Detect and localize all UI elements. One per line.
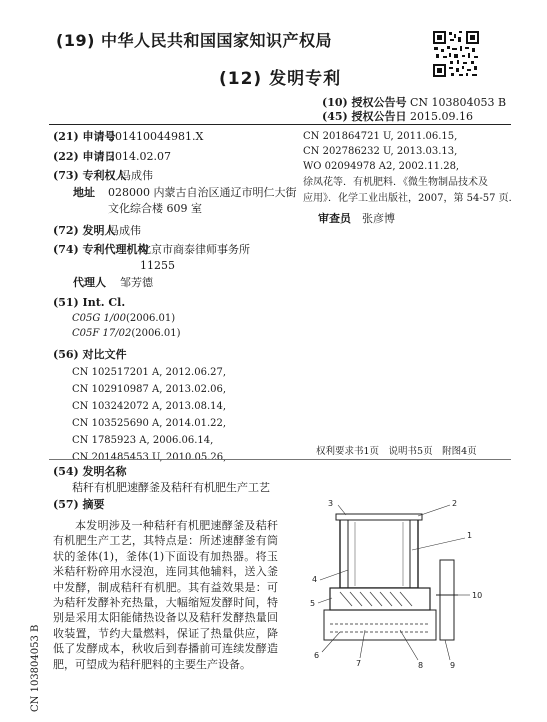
section-rule bbox=[49, 459, 511, 460]
refs-label: (56) 对比文件 bbox=[53, 348, 127, 361]
figure-label: 2 bbox=[452, 500, 458, 508]
figure-label: 3 bbox=[328, 500, 334, 508]
grant-pub-date: 2015.09.16 bbox=[410, 110, 473, 123]
grant-pub-no-label: (10) 授权公告号 bbox=[322, 96, 407, 109]
reference-item: WO 02094978 A2, 2002.11.28, bbox=[303, 161, 460, 172]
intcl-item bbox=[72, 327, 180, 340]
figure-label: 6 bbox=[314, 651, 320, 660]
intcl-code: C05F 17/02 bbox=[72, 328, 132, 339]
intcl-year: (2006.01) bbox=[131, 328, 181, 339]
figure-label: 10 bbox=[472, 591, 483, 600]
reference-item: CN 103242072 A, 2013.08.14, bbox=[72, 401, 227, 412]
app-no-label: (21) 申请号 bbox=[53, 130, 116, 143]
address-line2: 文化综合楼 609 室 bbox=[108, 202, 202, 215]
literature-line1: 徐凤花等．有机肥料．《微生物制品技术及 bbox=[303, 177, 488, 188]
document-type: (12) 发明专利 bbox=[219, 69, 342, 89]
address-label: 地址 bbox=[73, 186, 95, 199]
qr-code-icon bbox=[432, 30, 480, 78]
app-no: 201410044981.X bbox=[108, 130, 204, 143]
app-date-label: (22) 申请日 bbox=[53, 150, 116, 163]
figure-label: 5 bbox=[310, 599, 316, 608]
reference-item: CN 202786232 U, 2013.03.13, bbox=[303, 146, 458, 157]
agency-label: (74) 专利代理机构 bbox=[53, 243, 149, 256]
reference-item: CN 1785923 A, 2006.06.14, bbox=[72, 435, 214, 446]
figure-label: 1 bbox=[467, 531, 473, 540]
inventor: 冯成伟 bbox=[108, 224, 141, 237]
abstract-figure bbox=[300, 500, 500, 680]
agency-line2: 11255 bbox=[140, 259, 175, 272]
figure-label: 7 bbox=[356, 659, 362, 668]
invention-title: 秸秆有机肥速酵釜及秸秆有机肥生产工艺 bbox=[72, 481, 270, 494]
intcl-year: (2006.01) bbox=[126, 313, 176, 324]
abstract-label: (57) 摘要 bbox=[53, 498, 105, 511]
title-label: (54) 发明名称 bbox=[53, 465, 127, 478]
patentee: 冯成伟 bbox=[120, 169, 153, 182]
agent: 邹芳德 bbox=[120, 276, 153, 289]
grant-pub-no: CN 103804053 B bbox=[410, 96, 507, 109]
reference-item: CN 201485453 U, 2010.05.26, bbox=[72, 452, 227, 463]
grant-pub-date-label: (45) 授权公告日 bbox=[322, 110, 407, 123]
examiner: 张彦博 bbox=[362, 212, 395, 225]
reference-item: CN 201864721 U, 2011.06.15, bbox=[303, 131, 458, 142]
header-rule bbox=[49, 124, 511, 125]
app-date: 2014.02.07 bbox=[108, 150, 171, 163]
intcl-label: (51) Int. Cl. bbox=[53, 296, 126, 309]
patentee-label: (73) 专利权人 bbox=[53, 169, 127, 182]
abstract-text: 本发明涉及一种秸秆有机肥速酵釜及秸秆有机肥生产工艺，其特点是：所述速酵釜有筒状的釜体(1)，釜体(1)下面设有加热器。将玉米秸秆粉碎用水浸泡，连同其他辅料，送入釜中发酵，制成秸秆有机肥。其有益效果是：可为秸秆发酵补充热量，大幅缩短发酵时间，特别是采用太阳能储热设备以及秸秆发酵热量回收装置，节约大量燃料，保证了热量供应，降低了发酵成本，秋收后到春播前可连续发酵造肥，可望成为秸秆肥料的主要生产设备。 bbox=[53, 519, 278, 671]
side-patent-number: CN 103804053 B bbox=[30, 624, 41, 712]
figure-label: 8 bbox=[418, 661, 424, 670]
agency-line1: 北京市商泰律师事务所 bbox=[140, 243, 250, 256]
intcl-code: C05G 1/00 bbox=[72, 313, 126, 324]
reference-item: CN 103525690 A, 2014.01.22, bbox=[72, 418, 227, 429]
office-name: (19) 中华人民共和国国家知识产权局 bbox=[56, 31, 332, 50]
inventor-label: (72) 发明人 bbox=[53, 224, 116, 237]
address-line1: 028000 内蒙古自治区通辽市明仁大街 bbox=[108, 186, 297, 199]
reference-item: CN 102910987 A, 2013.02.06, bbox=[72, 384, 227, 395]
intcl-item bbox=[72, 312, 175, 325]
page-count: 权利要求书1页 说明书5页 附图4页 bbox=[316, 446, 477, 457]
figure-label: 9 bbox=[450, 661, 456, 670]
literature-line2: 应用》．化学工业出版社，2007，第 54-57 页． bbox=[303, 193, 519, 204]
figure-label: 4 bbox=[312, 575, 318, 584]
reference-item: CN 102517201 A, 2012.06.27, bbox=[72, 367, 227, 378]
examiner-label: 审查员 bbox=[318, 212, 351, 225]
agent-label: 代理人 bbox=[73, 276, 106, 289]
